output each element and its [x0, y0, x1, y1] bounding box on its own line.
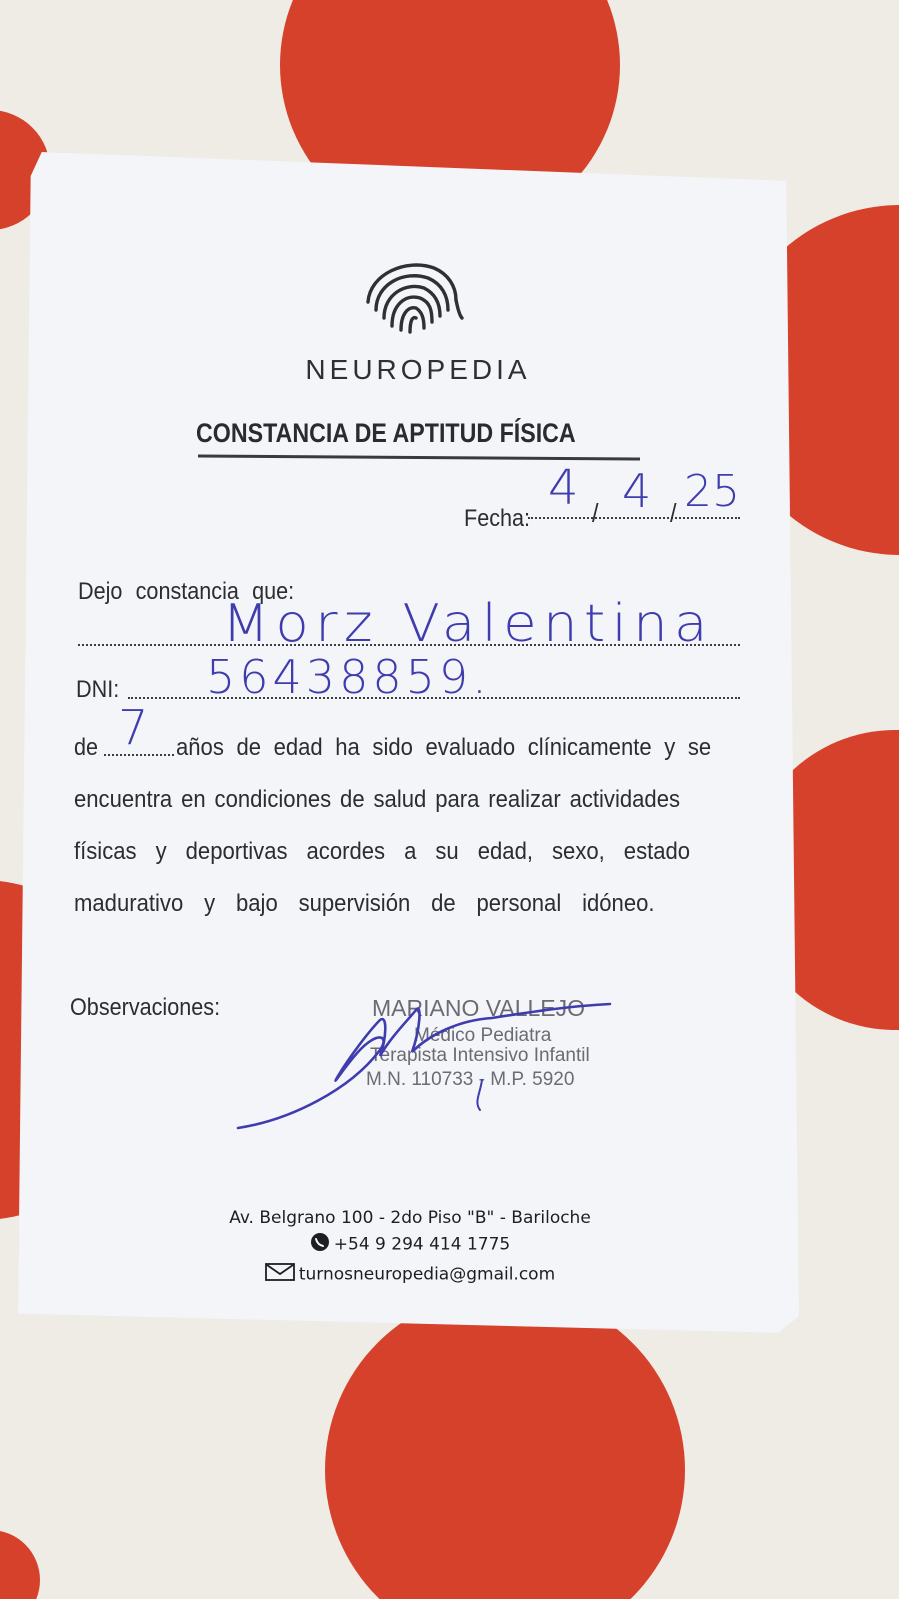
footer-email-row: [0, 1262, 820, 1287]
body-line-4: madurativo y bajo supervisión de personal idóneo.: [74, 890, 655, 917]
stamp-subspecialty: Terapista Intensivo Infantil: [370, 1045, 590, 1066]
footer-phone: +54 9 294 414 1775: [333, 1234, 511, 1255]
footer-phone-row: [0, 1232, 820, 1257]
age-prefix: de: [74, 734, 99, 761]
mail-icon: [265, 1262, 295, 1287]
body-line-1: años de edad ha sido evaluado clínicamente y se: [176, 734, 712, 761]
dni-label: DNI:: [76, 676, 120, 703]
fingerprint-icon: [356, 256, 466, 336]
date-separator-2: /: [670, 498, 677, 528]
footer-email: turnosneuropedia@gmail.com: [298, 1264, 556, 1285]
body-line-2: encuentra en condiciones de salud para realizar actividades: [74, 786, 681, 813]
dni-handwritten: 56438859.: [206, 650, 491, 704]
date-day-handwritten: 4: [548, 460, 579, 516]
body-line-3: físicas y deportivas acordes a su edad, sexo, estado: [74, 838, 691, 865]
stamp-specialty: Médico Pediatra: [414, 1025, 552, 1046]
stamp-registration: M.N. 110733 - M.P. 5920: [366, 1069, 575, 1090]
age-handwritten: 7: [118, 700, 149, 756]
observations-label: Observaciones:: [70, 994, 221, 1021]
stamp-doctor-name: MARIANO VALLEJO: [372, 995, 586, 1021]
document-title: CONSTANCIA DE APTITUD FÍSICA: [196, 418, 576, 448]
date-month-handwritten: 4: [622, 464, 652, 518]
intro-label: Dejo constancia que:: [78, 578, 295, 605]
whatsapp-icon: [310, 1232, 330, 1257]
brand-name: NEUROPEDIA: [305, 354, 531, 385]
date-year-handwritten: 25: [684, 466, 740, 517]
date-label: Fecha:: [464, 505, 531, 532]
doctor-signature: [230, 990, 630, 1140]
patient-name-handwritten: Morz Valentina: [222, 594, 714, 654]
footer-address: Av. Belgrano 100 - 2do Piso "B" - Bariloche: [229, 1208, 591, 1228]
date-separator-1: /: [592, 498, 599, 528]
